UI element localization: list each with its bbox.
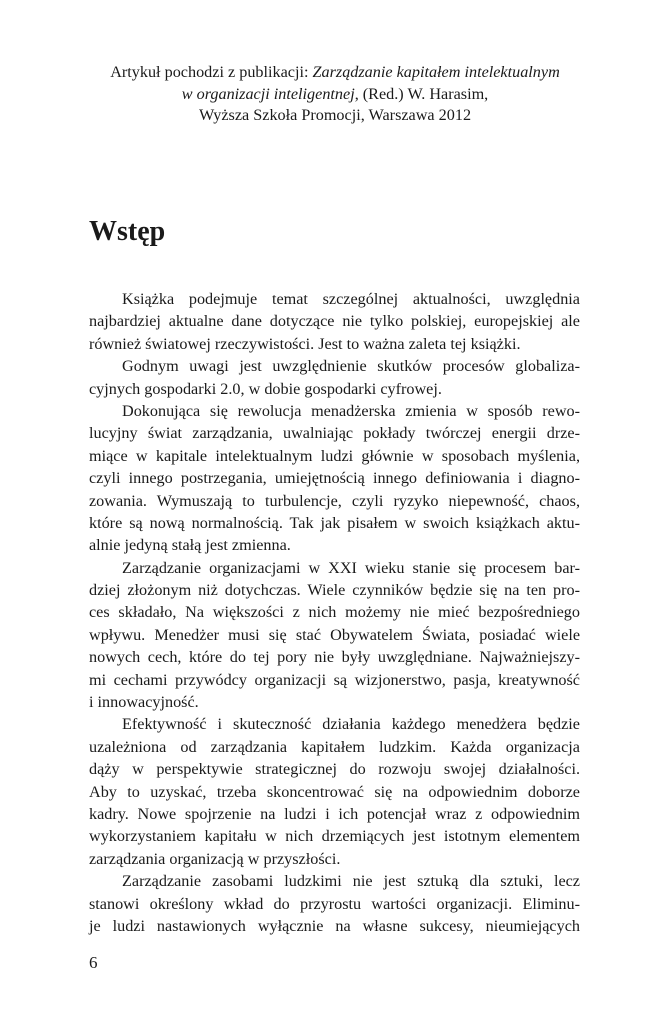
body-line: Zarządzanie organizacjami w XXI wieku stanie się procesem bar- (122, 558, 580, 577)
body-line: dąży w perspektywie strategicznej do rozwoju swojej działalności. (89, 760, 580, 779)
body-line: dziej złożonym niż dotychczas. Wiele czynników będzie się na ten pro- (89, 581, 580, 600)
citation-title-part-2: w organizacji inteligentnej (181, 84, 355, 103)
body-line: ces składało, Na większości z nich możemy nie mieć bezpośredniego (89, 603, 580, 622)
body-line: nowych cech, które do tej pory nie były uwzględniane. Najważniejszy- (89, 648, 580, 667)
citation-line-1 (70, 62, 600, 84)
body-line: i innowacyjność. (89, 693, 199, 712)
body-line: kadry. Nowe spojrzenie na ludzi i ich potencjał wraz z odpowiednim (89, 804, 580, 823)
body-line: najbardziej aktualne dane dotyczące nie tylko polskiej, europejskiej ale (89, 312, 580, 331)
body-line: które są nową normalnością. Tak jak pisałem w swoich książkach aktu- (89, 513, 580, 532)
body-line: czyli innego postrzegania, umiejętnością innego definiowania i diagno- (89, 469, 580, 488)
publication-citation (70, 62, 600, 127)
citation-publisher: Wyższa Szkoła Promocji, Warszawa 2012 (198, 106, 472, 124)
section-heading: Wstęp (89, 216, 166, 247)
body-line: Książka podejmuje temat szczególnej aktualności, uwzględnia (122, 290, 580, 308)
citation-line-2 (70, 84, 600, 106)
body-line: również światowej rzeczywistości. Jest to ważna zaleta tej książki. (89, 334, 521, 353)
body-line: uzależniona od zarządzania kapitałem ludzkim. Każda organizacja (89, 737, 580, 756)
body-line: zowania. Wymuszają to turbulencje, czyli ryzyko niepewność, chaos, (89, 491, 580, 510)
body-line: mi cechami przywódcy organizacji są wizjonerstwo, pasja, kreatywność (89, 670, 580, 689)
citation-prefix: Artykuł pochodzi z publikacji: (110, 63, 313, 81)
body-line: stanowi określony wkład do przyrostu wartości organizacji. Eliminu- (89, 894, 580, 913)
body-text (89, 288, 580, 937)
body-line: Godnym uwagi jest uwzględnienie skutków procesów globaliza- (122, 357, 580, 376)
body-line: alnie jedyną stałą jest zmienna. (89, 536, 291, 555)
body-line: Aby to uzyskać, trzeba skoncentrować się na odpowiednim doborze (89, 782, 580, 801)
body-line: wykorzystaniem kapitału w nich drzemiących jest istotnym elementem (89, 827, 580, 846)
body-line: zarządzania organizacją w przyszłości. (89, 849, 341, 868)
page-number: 6 (89, 953, 98, 972)
citation-editor: , (Red.) W. Harasim, (354, 84, 489, 103)
body-line: lucyjny świat zarządzania, uwalniając pokłady twórczej energii drze- (89, 424, 580, 443)
body-line: miące w kapitale intelektualnym ludzi głównie w sposobach myślenia, (89, 446, 580, 465)
body-line: cyjnych gospodarki 2.0, w dobie gospodarki cyfrowej. (89, 379, 442, 398)
body-line: Zarządzanie zasobami ludzkimi nie jest sztuką dla sztuki, lecz (122, 872, 580, 891)
body-line: Efektywność i skuteczność działania każdego menedżera będzie (122, 715, 580, 734)
body-line: wpływu. Menedżer musi się stać Obywatelem Świata, posiadać wiele (89, 625, 580, 644)
body-line: Dokonująca się rewolucja menadżerska zmienia w sposób rewo- (122, 401, 580, 420)
citation-title-part-1: Zarządzanie kapitałem intelektualnym (312, 63, 560, 81)
body-line: je ludzi nastawionych wyłącznie na własne sukcesy, nieumiejących (89, 916, 580, 935)
